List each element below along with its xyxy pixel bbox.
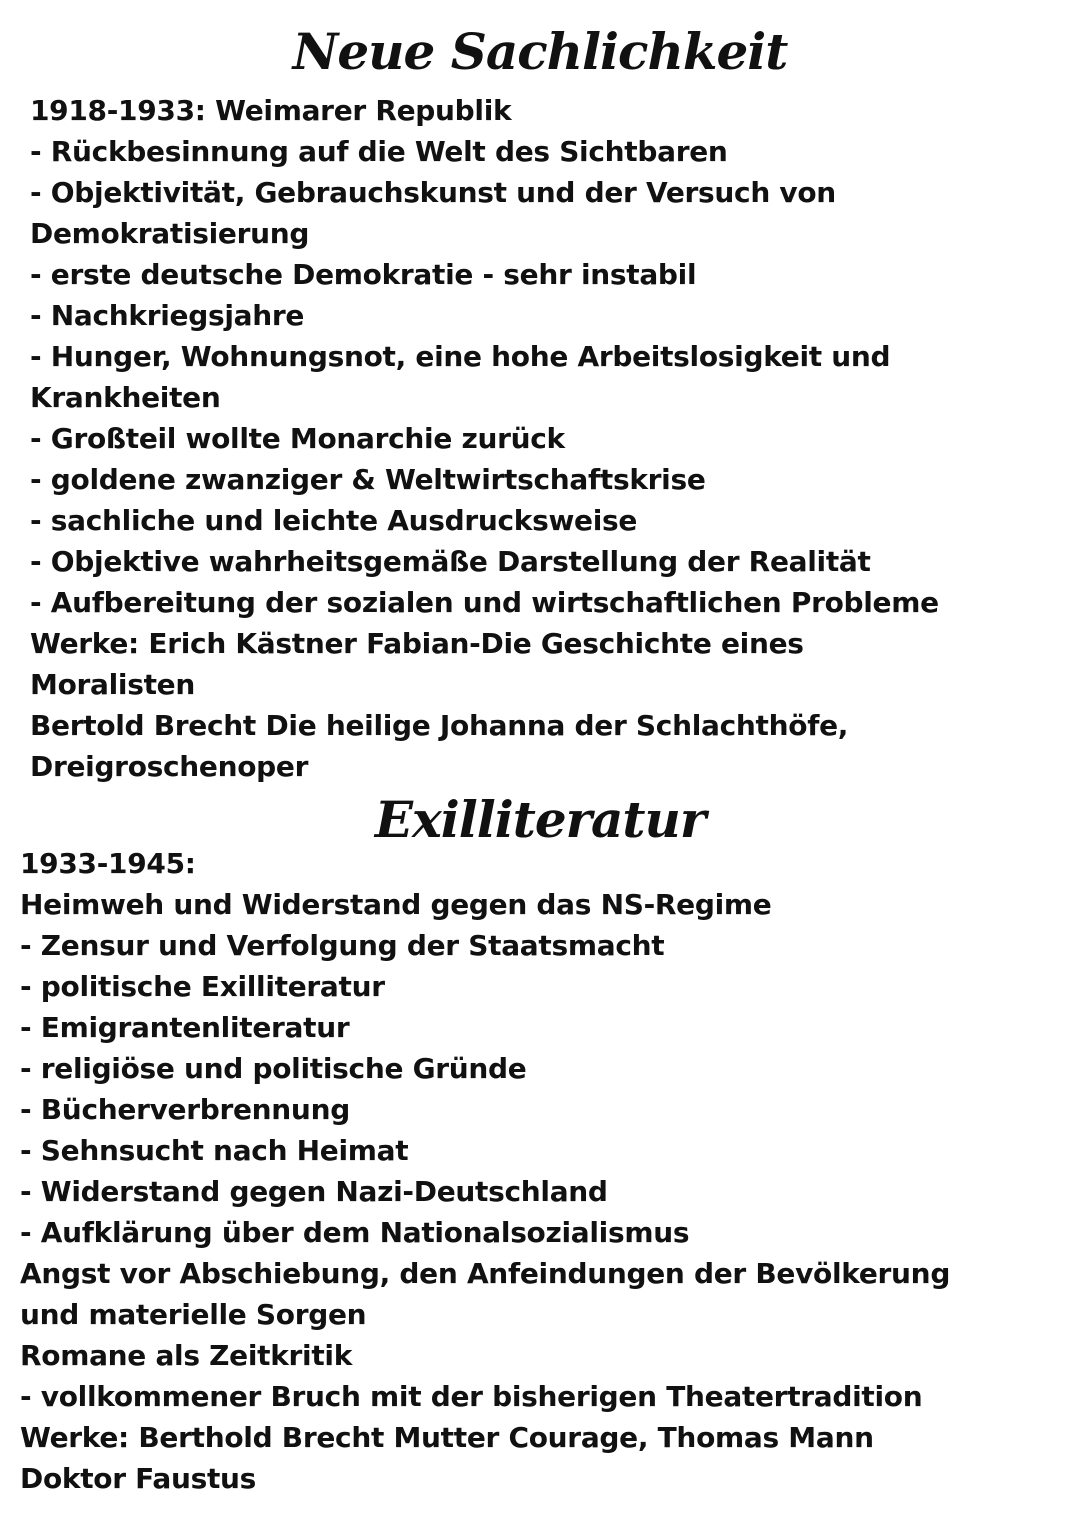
section-title-neue-sachlichkeit: [0, 22, 1080, 82]
period-line: [30, 90, 939, 131]
note-line: - Widerstand gegen Nazi-Deutschland: [20, 1175, 608, 1208]
title-text: Neue Sachlichkeit: [287, 22, 794, 82]
period-label: 1933-1945: [20, 843, 185, 884]
note-line: - erste deutsche Demokratie - sehr instabil: [30, 258, 697, 291]
note-line: - vollkommener Bruch mit der bisherigen Theatertradition: [20, 1380, 923, 1413]
note-line: - Großteil wollte Monarchie zurück: [30, 422, 565, 455]
note-line: Bertold Brecht Die heilige Johanna der Schlachthöfe,: [30, 709, 849, 742]
note-line: - Bücherverbrennung: [20, 1093, 350, 1126]
note-line: und materielle Sorgen: [20, 1298, 367, 1331]
note-line: Angst vor Abschiebung, den Anfeindungen der Bevölkerung: [20, 1257, 951, 1290]
note-line: - sachliche und leichte Ausdrucksweise: [30, 504, 638, 537]
period-description: :: [184, 847, 196, 880]
note-line: - religiöse und politische Gründe: [20, 1052, 527, 1085]
section-title-exilliteratur: [0, 790, 1080, 850]
section-body-exilliteratur: [20, 843, 950, 1499]
note-line: - goldene zwanziger & Weltwirtschaftskrise: [30, 463, 706, 496]
note-lines: [30, 131, 939, 787]
note-line: - Emigrantenliteratur: [20, 1011, 350, 1044]
note-line: - politische Exilliteratur: [20, 970, 385, 1003]
note-line: - Hunger, Wohnungsnot, eine hohe Arbeitslosigkeit und: [30, 340, 891, 373]
note-line: Werke: Berthold Brecht Mutter Courage, Thomas Mann: [20, 1421, 874, 1454]
note-line: - Nachkriegsjahre: [30, 299, 305, 332]
note-line: - Sehnsucht nach Heimat: [20, 1134, 409, 1167]
note-line: Romane als Zeitkritik: [20, 1339, 353, 1372]
period-line: [20, 843, 950, 884]
note-line: Doktor Faustus: [20, 1462, 257, 1495]
note-line: Heimweh und Widerstand gegen das NS-Regime: [20, 888, 772, 921]
note-line: Dreigroschenoper: [30, 750, 309, 783]
note-line: - Rückbesinnung auf die Welt des Sichtbaren: [30, 135, 728, 168]
note-line: - Aufklärung über dem Nationalsozialismus: [20, 1216, 690, 1249]
note-line: - Zensur und Verfolgung der Staatsmacht: [20, 929, 665, 962]
note-line: Werke: Erich Kästner Fabian-Die Geschichte eines: [30, 627, 804, 660]
note-line: - Objektivität, Gebrauchskunst und der Versuch von: [30, 176, 836, 209]
note-lines: [20, 884, 950, 1499]
period-description: Weimarer Republik: [205, 94, 512, 127]
note-line: Demokratisierung: [30, 217, 310, 250]
note-line: - Aufbereitung der sozialen und wirtschaftlichen Probleme: [30, 586, 939, 619]
section-body-neue-sachlichkeit: [30, 90, 939, 787]
period-label: 1918-1933:: [30, 90, 206, 131]
note-line: - Objektive wahrheitsgemäße Darstellung der Realität: [30, 545, 871, 578]
note-line: Krankheiten: [30, 381, 221, 414]
note-line: Moralisten: [30, 668, 195, 701]
title-text: Exilliteratur: [369, 790, 711, 850]
